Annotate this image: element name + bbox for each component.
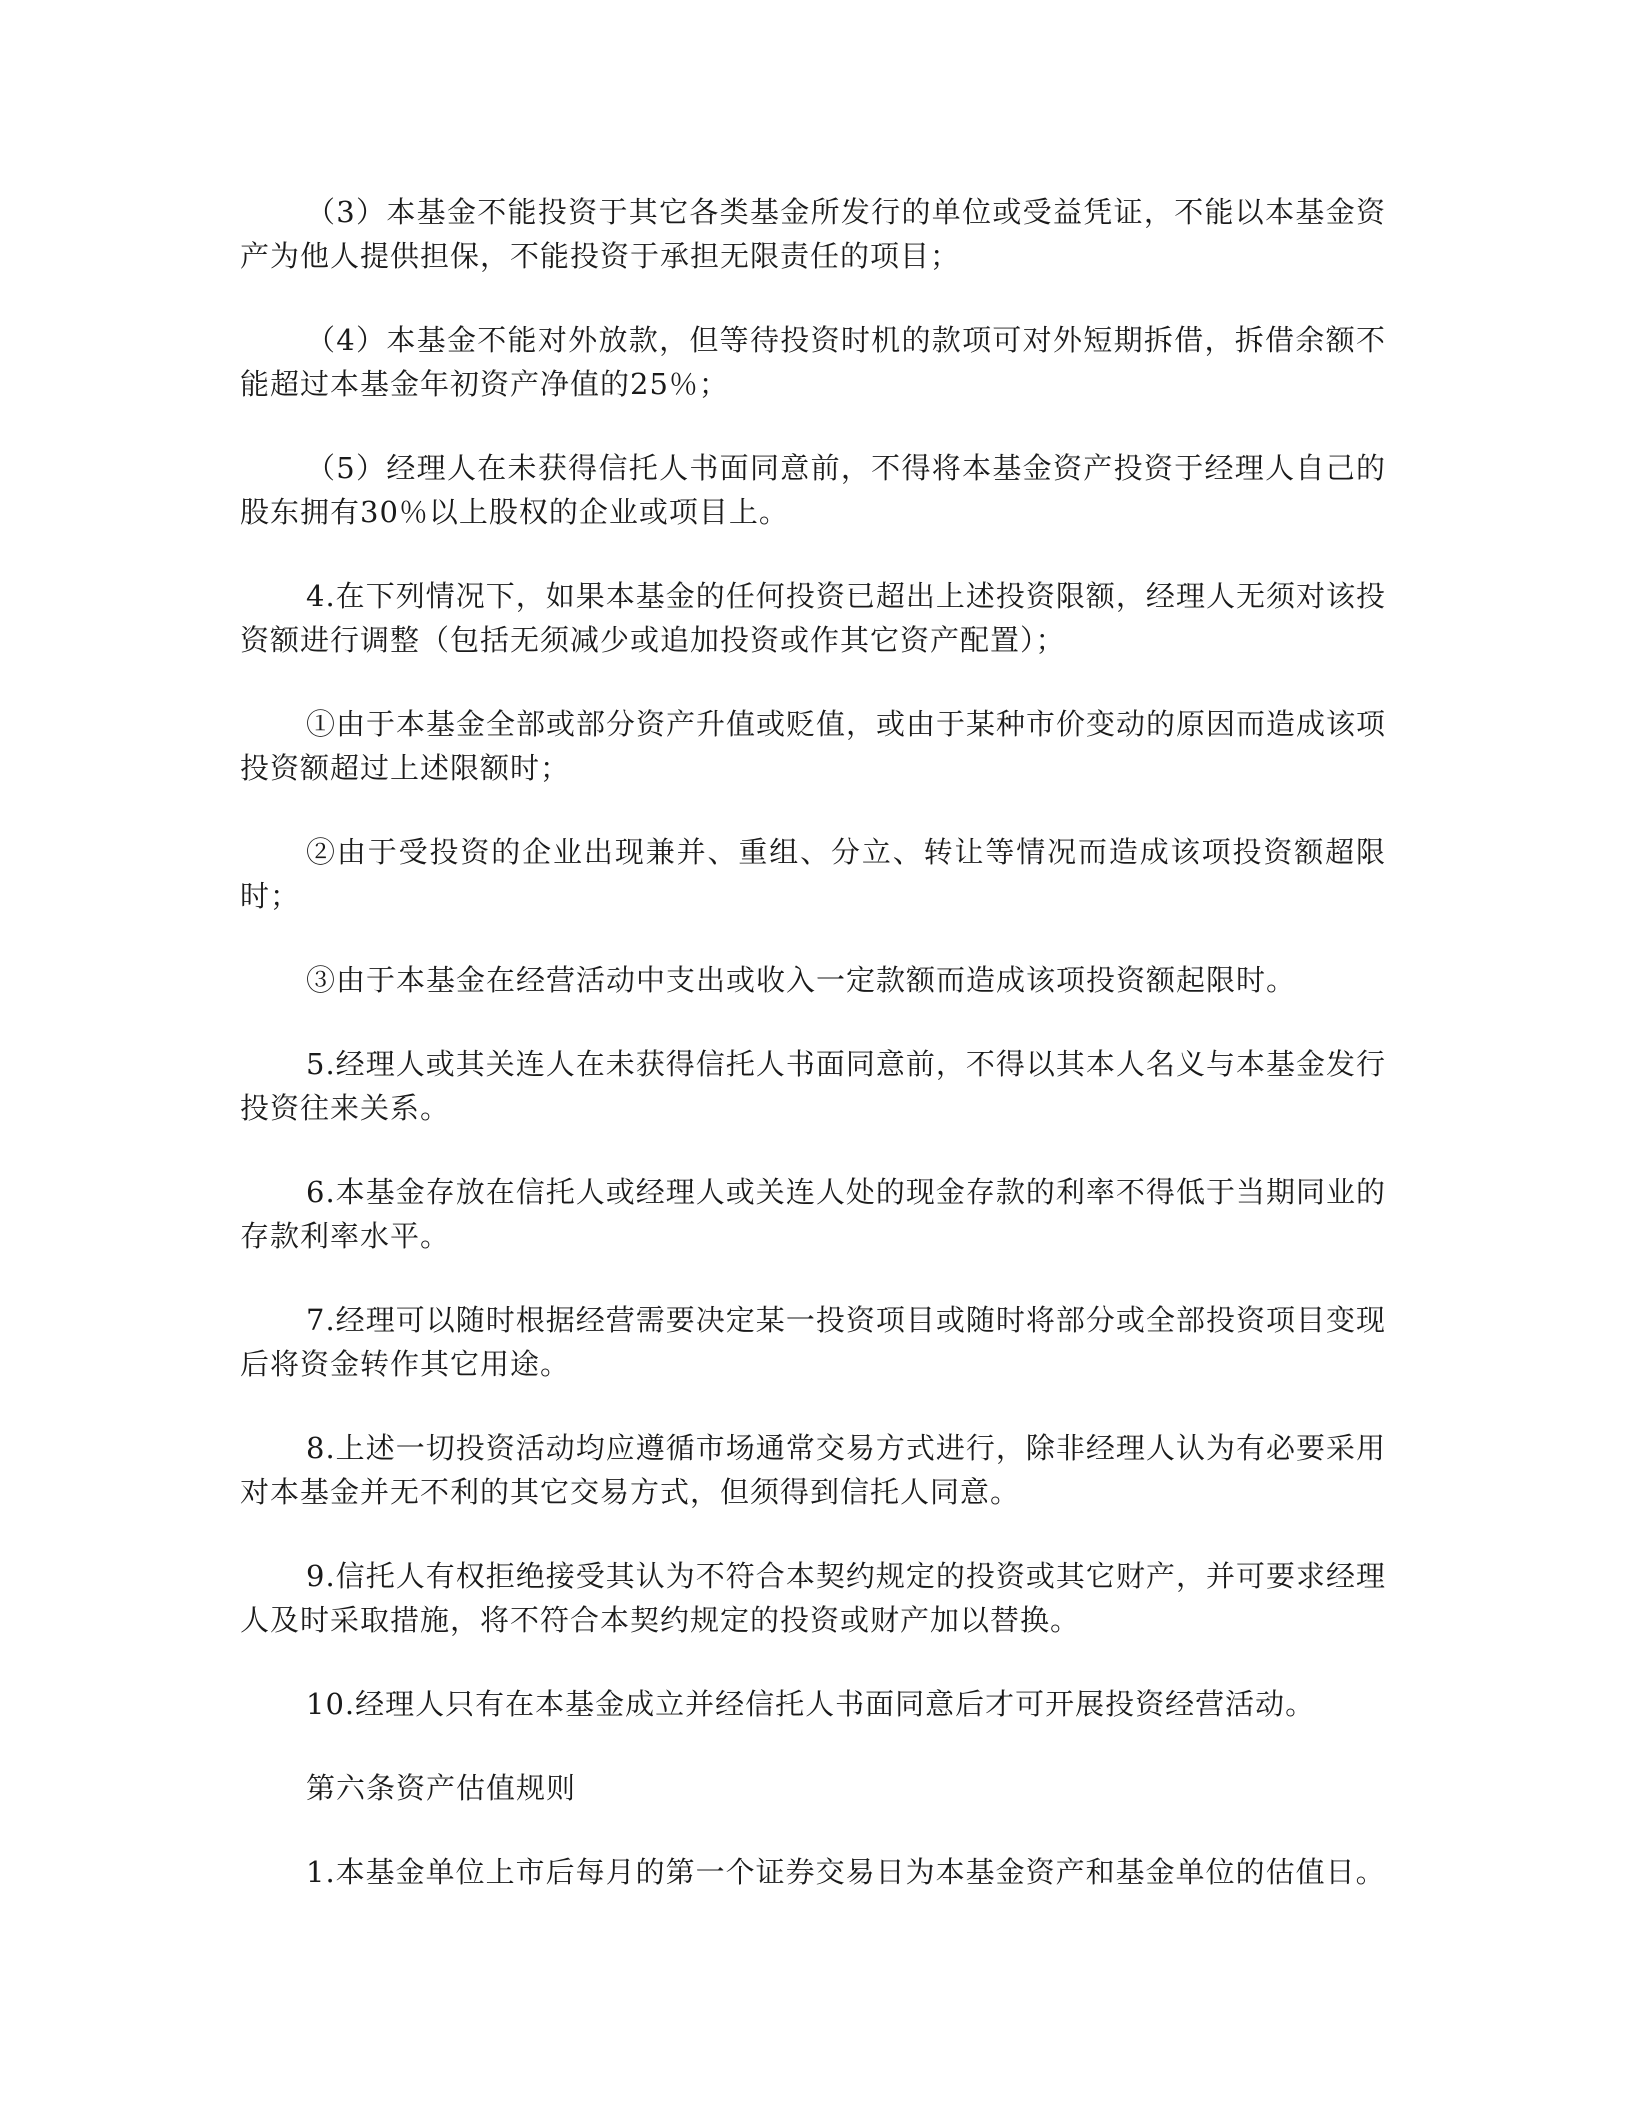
paragraph-item-10: 10.经理人只有在本基金成立并经信托人书面同意后才可开展投资经营活动。 [306,1687,1316,1721]
section-heading-article-6: 第六条资产估值规则 [306,1771,577,1805]
paragraph-item-4: 4.在下列情况下，如果本基金的任何投资已超出上述投资限额，经理人无须对该投资额进行调整（包括无须减少或追加投资或作其它资产配置）； [240,579,1386,657]
paragraph-restriction-4: （4）本基金不能对外放款，但等待投资时机的款项可对外短期拆借，拆借余额不能超过本基金年初资产净值的25％； [240,323,1386,401]
paragraph-item-5: 5.经理人或其关连人在未获得信托人书面同意前，不得以其本人名义与本基金发行投资往来关系。 [240,1047,1386,1125]
paragraph-restriction-5: （5）经理人在未获得信托人书面同意前，不得将本基金资产投资于经理人自己的股东拥有30％以上股权的企业或项目上。 [240,451,1386,529]
paragraph-case-1: ①由于本基金全部或部分资产升值或贬值，或由于某种市价变动的原因而造成该项投资额超过上述限额时； [240,707,1387,785]
document-page [240,190,1386,1934]
paragraph-valuation-1: 1.本基金单位上市后每月的第一个证券交易日为本基金资产和基金单位的估值日。 [306,1855,1386,1889]
paragraph-item-6: 6.本基金存放在信托人或经理人或关连人处的现金存款的利率不得低于当期同业的存款利率水平。 [240,1175,1386,1253]
paragraph-restriction-3: （3）本基金不能投资于其它各类基金所发行的单位或受益凭证，不能以本基金资产为他人提供担保，不能投资于承担无限责任的项目； [240,195,1386,273]
paragraph-case-3: ③由于本基金在经营活动中支出或收入一定款额而造成该项投资额起限时。 [306,963,1297,997]
paragraph-item-9: 9.信托人有权拒绝接受其认为不符合本契约规定的投资或其它财产，并可要求经理人及时采取措施，将不符合本契约规定的投资或财产加以替换。 [240,1559,1386,1637]
paragraph-item-7: 7.经理可以随时根据经营需要决定某一投资项目或随时将部分或全部投资项目变现后将资金转作其它用途。 [240,1303,1386,1381]
paragraph-case-2: ②由于受投资的企业出现兼并、重组、分立、转让等情况而造成该项投资额超限时； [240,835,1386,913]
paragraph-item-8: 8.上述一切投资活动均应遵循市场通常交易方式进行，除非经理人认为有必要采用对本基金并无不利的其它交易方式，但须得到信托人同意。 [240,1431,1386,1509]
